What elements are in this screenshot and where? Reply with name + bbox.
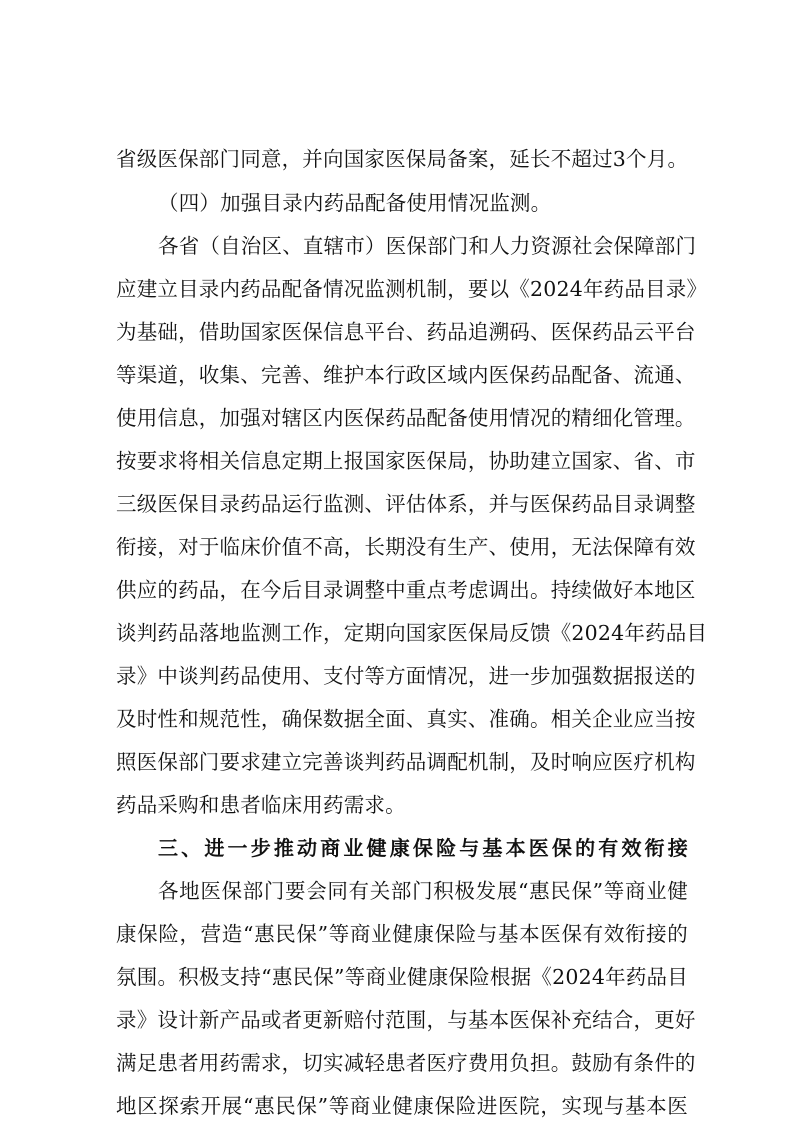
text-line: 三级医保目录药品运行监测、评估体系，并与医保药品目录调整	[116, 492, 696, 516]
text-line: 等渠道，收集、完善、维护本行政区域内医保药品配备、流通、	[116, 363, 696, 387]
text-line: 谈判药品落地监测工作，定期向国家医保局反馈《2024年药品目	[116, 621, 708, 645]
text-line: 地区探索开展“惠民保”等商业健康保险进医院，实现与基本医	[116, 1094, 688, 1118]
text-line: 供应的药品，在今后目录调整中重点考虑调出。持续做好本地区	[116, 578, 696, 602]
text-line: 照医保部门要求建立完善谈判药品调配机制，及时响应医疗机构	[116, 750, 696, 774]
text-line: 及时性和规范性，确保数据全面、真实、准确。相关企业应当按	[116, 707, 696, 731]
section-heading: （四）加强目录内药品配备使用情况监测。	[158, 191, 552, 215]
text-line: 应建立目录内药品配备情况监测机制，要以《2024年药品目录》	[116, 277, 708, 301]
text-line: 按要求将相关信息定期上报国家医保局，协助建立国家、省、市	[116, 449, 696, 473]
text-line: 衔接，对于临床价值不高，长期没有生产、使用，无法保障有效	[116, 535, 696, 559]
text-line: 药品采购和患者临床用药需求。	[116, 793, 406, 817]
text-line: 氛围。积极支持“惠民保”等商业健康保险根据《2024年药品目	[116, 965, 688, 989]
text-line: 满足患者用药需求，切实减轻患者医疗费用负担。鼓励有条件的	[116, 1051, 696, 1075]
text-line: 使用信息，加强对辖区内医保药品配备使用情况的精细化管理。	[116, 406, 696, 430]
text-line: 康保险，营造“惠民保”等商业健康保险与基本医保有效衔接的	[116, 922, 688, 946]
text-line: 省级医保部门同意，并向国家医保局备案，延长不超过3个月。	[116, 147, 689, 171]
text-line: 录》设计新产品或者更新赔付范围，与基本医保补充结合，更好	[116, 1008, 696, 1032]
text-line: 录》中谈判药品使用、支付等方面情况，进一步加强数据报送的	[116, 664, 696, 688]
text-line: 为基础，借助国家医保信息平台、药品追溯码、医保药品云平台	[116, 320, 696, 344]
text-line: 各地医保部门要会同有关部门积极发展“惠民保”等商业健	[158, 879, 688, 903]
chapter-heading: 三、进一步推动商业健康保险与基本医保的有效衔接	[158, 836, 688, 860]
text-line: 各省（自治区、直辖市）医保部门和人力资源社会保障部门	[158, 234, 697, 258]
